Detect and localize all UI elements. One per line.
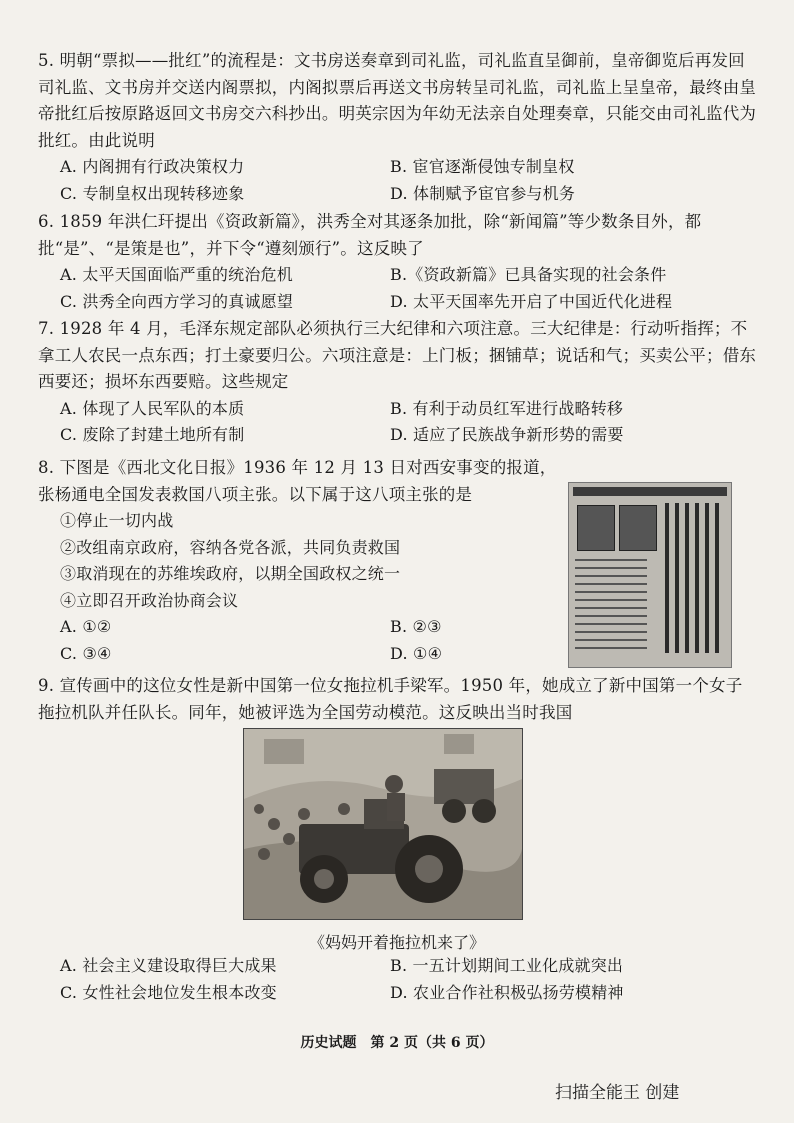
question-5-stem: 5. 明朝“票拟——批红”的流程是：文书房送奏章到司礼监，司礼监直呈御前，皇帝御览后再发回司礼监、文书房并交送内阁票拟，内阁拟票后再送文书房转呈司礼监，司礼监上呈皇帝，最终由皇帝批红后按原路返回文书房交六科抄出。明英宗因为年幼无法亲自处理奏章，只能交由司礼监代为批红。由此说明 bbox=[38, 51, 757, 150]
question-7-stem: 7. 1928 年 4 月，毛泽东规定部队必须执行三大纪律和六项注意。三大纪律是：行动听指挥；不拿工人农民一点东西；打土豪要归公。六项注意是：上门板；捆铺草；说话和气；买卖公平；借东西要还；损坏东西要赔。这些规定 bbox=[38, 319, 757, 391]
question-8 bbox=[38, 455, 558, 667]
q6-option-b[interactable]: B.《资政新篇》已具备实现的社会条件 bbox=[390, 265, 667, 284]
newspaper-image bbox=[568, 482, 732, 668]
q7-option-a[interactable]: A. 体现了人民军队的本质 bbox=[60, 398, 245, 418]
q7-option-c[interactable]: C. 废除了封建土地所有制 bbox=[60, 425, 245, 444]
scanner-watermark: 扫描全能王 创建 bbox=[555, 1083, 680, 1103]
q8-option-b[interactable]: B. ②③ bbox=[390, 617, 442, 636]
question-9-stem: 9. 宣传画中的这位女性是新中国第一位女拖拉机手梁军。1950 年，她成立了新中国第一个女子拖拉机队并任队长。同年，她被评选为全国劳动模范。这反映出当时我国 bbox=[38, 676, 743, 722]
tractor-poster-image bbox=[243, 728, 523, 920]
question-6 bbox=[38, 209, 758, 315]
q8-item-1: ①停止一切内战 bbox=[60, 511, 174, 530]
question-9 bbox=[38, 673, 758, 726]
q9-option-c[interactable]: C. 女性社会地位发生根本改变 bbox=[60, 982, 277, 1002]
q9-option-d[interactable]: D. 农业合作社积极弘扬劳模精神 bbox=[390, 982, 624, 1002]
q9-option-a[interactable]: A. 社会主义建设取得巨大成果 bbox=[60, 956, 277, 975]
q8-option-c[interactable]: C. ③④ bbox=[60, 643, 112, 663]
q8-item-2: ②改组南京政府，容纳各党各派，共同负责救国 bbox=[60, 537, 401, 557]
q5-option-b[interactable]: B. 宦官逐渐侵蚀专制皇权 bbox=[390, 157, 575, 176]
question-9-options bbox=[38, 953, 758, 1006]
q5-option-c[interactable]: C. 专制皇权出现转移迹象 bbox=[60, 183, 245, 203]
page-footer: 历史试题 第 2 页（共 6 页） bbox=[300, 1035, 494, 1051]
question-5 bbox=[38, 48, 758, 207]
tractor-poster-illustration bbox=[244, 729, 522, 919]
q8-option-a[interactable]: A. ①② bbox=[60, 617, 112, 636]
q5-option-d[interactable]: D. 体制赋予宦官参与机务 bbox=[390, 183, 576, 203]
q6-option-c[interactable]: C. 洪秀全向西方学习的真诚愿望 bbox=[60, 291, 294, 311]
q8-item-4: ④立即召开政治协商会议 bbox=[60, 590, 239, 610]
q6-option-d[interactable]: D. 太平天国率先开启了中国近代化进程 bbox=[390, 291, 673, 311]
question-8-stem: 8. 下图是《西北文化日报》1936 年 12 月 13 日对西安事变的报道，张杨通电全国发表救国八项主张。以下属于这八项主张的是 bbox=[38, 458, 557, 504]
q9-option-b[interactable]: B. 一五计划期间工业化成就突出 bbox=[390, 956, 624, 975]
q5-option-a[interactable]: A. 内阁拥有行政决策权力 bbox=[60, 157, 245, 176]
q7-option-d[interactable]: D. 适应了民族战争新形势的需要 bbox=[390, 425, 624, 444]
poster-caption: 《妈妈开着拖拉机来了》 bbox=[308, 933, 485, 952]
q8-item-3: ③取消现在的苏维埃政府，以期全国政权之统一 bbox=[60, 564, 401, 583]
q8-option-d[interactable]: D. ①④ bbox=[390, 643, 443, 663]
q6-option-a[interactable]: A. 太平天国面临严重的统治危机 bbox=[60, 265, 293, 284]
q7-option-b[interactable]: B. 有利于动员红军进行战略转移 bbox=[390, 398, 624, 418]
question-7 bbox=[38, 316, 758, 449]
question-6-stem: 6. 1859 年洪仁玕提出《资政新篇》，洪秀全对其逐条加批，除“新闻篇”等少数条目外，都批“是”、“是策是也”，并下令“遵刻颁行”。这反映了 bbox=[38, 212, 702, 258]
